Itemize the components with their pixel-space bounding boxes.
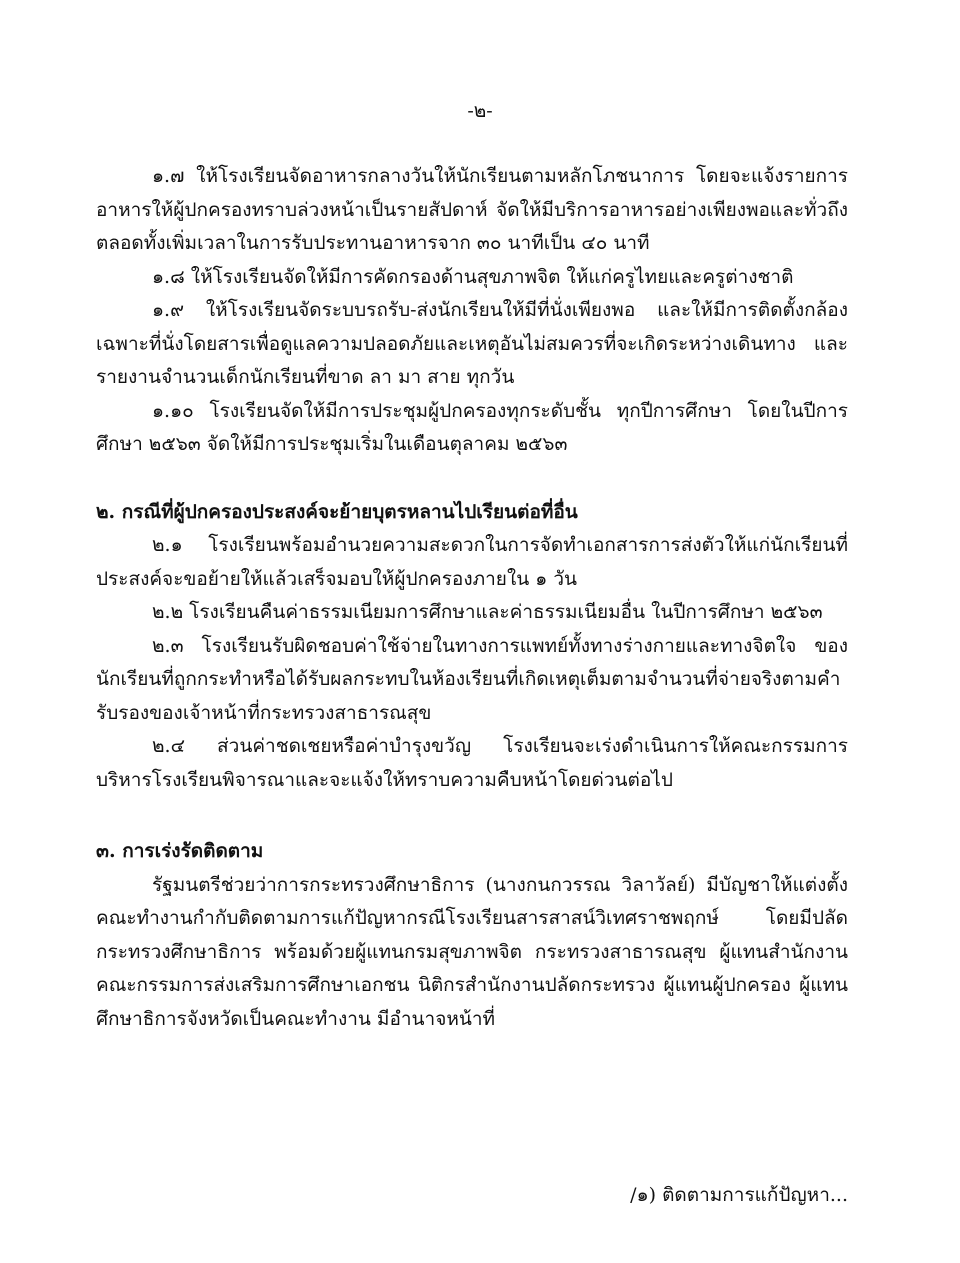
section-2-heading: ๒. กรณีที่ผู้ปกครองประสงค์จะย้ายบุตรหลานไปเรียนต่อที่อื่น — [96, 500, 578, 523]
paragraph-2-3: ๒.๓ โรงเรียนรับผิดชอบค่าใช้จ่ายในทางการแพทย์ทั้งทางร่างกายและทางจิตใจ ของนักเรียนที่ถูกกระทำหรือได้รับผลกระทบในห้องเรียนที่เกิดเหตุเต็มตามจำนวนที่จ่ายจริงตามคำรับรองของเจ้าหน้าที่กระทรวงสาธารณสุข — [96, 634, 848, 724]
paragraph-3-intro: รัฐมนตรีช่วยว่าการกระทรวงศึกษาธิการ (นางกนกวรรณ วิลาวัลย์) มีบัญชาให้แต่งตั้งคณะทำงานกำกับติดตามการแก้ปัญหากรณีโรงเรียนสารสาสน์วิเทศราชพฤกษ์ โดยมีปลัดกระทรวงศึกษาธิการ พร้อมด้วยผู้แทนกรมสุขภาพจิต กระทรวงสาธารณสุข ผู้แทนสำนักงานคณะกรรมการส่งเสริมการศึกษาเอกชน นิติกรสำนักงานปลัดกระทรวง ผู้แทนผู้ปกครอง ผู้แทนศึกษาธิการจังหวัดเป็นคณะทำงาน มีอำนาจหน้าที่ — [96, 873, 848, 1030]
paragraph-2-2: ๒.๒ โรงเรียนคืนค่าธรรมเนียมการศึกษาและค่าธรรมเนียมอื่น ในปีการศึกษา ๒๕๖๓ — [152, 601, 823, 623]
paragraph-1-7: ๑.๗ ให้โรงเรียนจัดอาหารกลางวันให้นักเรียนตามหลักโภชนาการ โดยจะแจ้งรายการอาหารให้ผู้ปกครองทราบล่วงหน้าเป็นรายสัปดาห์ จัดให้มีบริการอาหารอย่างเพียงพอและทั่วถึง ตลอดทั้งเพิ่มเวลาในการรับประทานอาหารจาก ๓๐ นาทีเป็น ๔๐ นาที — [96, 165, 848, 254]
paragraph-1-9: ๑.๙ ให้โรงเรียนจัดระบบรถรับ-ส่งนักเรียนให้มีที่นั่งเพียงพอ และให้มีการติดตั้งกล้องเฉพาะที่นั่งโดยสารเพื่อดูแลความปลอดภัยและเหตุอันไม่สมควรที่จะเกิดระหว่างเดินทาง และรายงานจำนวนเด็กนักเรียนที่ขาด ลา มา สาย ทุกวัน — [96, 299, 848, 388]
section-3-heading: ๓. การเร่งรัดติดตาม — [96, 840, 264, 862]
document-body — [96, 160, 848, 1036]
continuation-note: /๑) ติดตามการแก้ปัญหา... — [630, 1184, 848, 1206]
paragraph-1-8: ๑.๘ ให้โรงเรียนจัดให้มีการคัดกรองด้านสุขภาพจิต ให้แก่ครูไทยและครูต่างชาติ — [152, 265, 794, 288]
section-spacer — [96, 797, 848, 835]
paragraph-2-4: ๒.๔ ส่วนค่าชดเชยหรือค่าบำรุงขวัญ โรงเรียนจะเร่งดำเนินการให้คณะกรรมการบริหารโรงเรียนพิจารณาและจะแจ้งให้ทราบความคืบหน้าโดยด่วนต่อไป — [96, 735, 848, 791]
paragraph-1-10: ๑.๑๐ โรงเรียนจัดให้มีการประชุมผู้ปกครองทุกระดับชั้น ทุกปีการศึกษา โดยในปีการศึกษา ๒๕๖๓ จัดให้มีการประชุมเริ่มในเดือนตุลาคม ๒๕๖๓ — [96, 399, 848, 455]
paragraph-2-1: ๒.๑ โรงเรียนพร้อมอำนวยความสะดวกในการจัดทำเอกสารการส่งตัวให้แก่นักเรียนที่ประสงค์จะขอย้ายให้แล้วเสร็จมอบให้ผู้ปกครองภายใน ๑ วัน — [96, 534, 848, 590]
section-spacer — [96, 462, 848, 496]
page-number: -๒- — [467, 100, 493, 122]
